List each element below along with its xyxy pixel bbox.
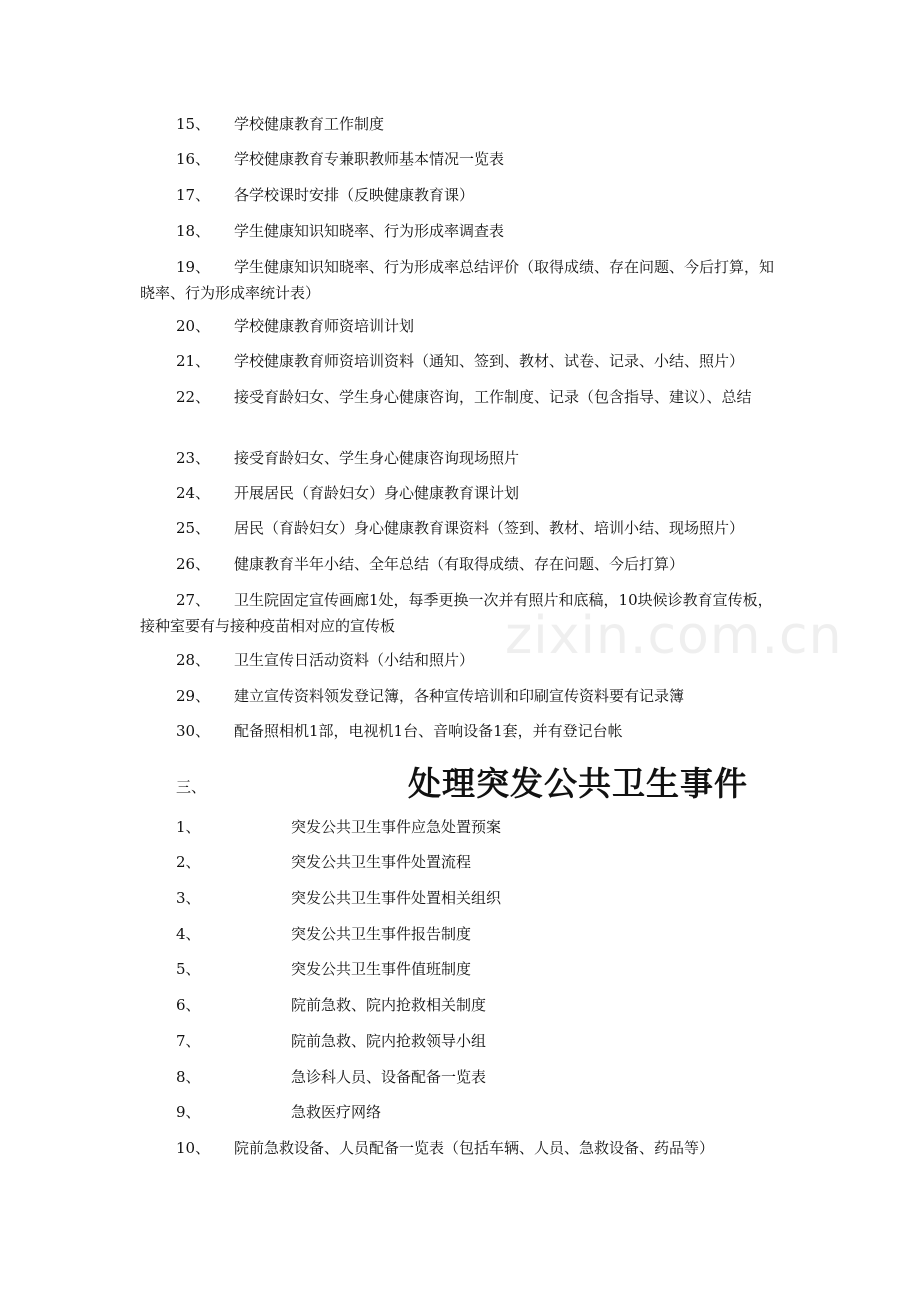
item-number: 21、 (176, 352, 211, 370)
item-number: 17、 (176, 186, 211, 204)
item-text: 院前急救、院内抢救领导小组 (291, 1032, 487, 1050)
item-text: 突发公共卫生事件报告制度 (291, 925, 472, 943)
item-text: 学校健康教育师资培训资料（通知、签到、教材、试卷、记录、小结、照片） (234, 352, 745, 370)
item-number: 4、 (176, 925, 201, 943)
item-text: 开展居民（育龄妇女）身心健康教育课计划 (234, 484, 520, 502)
item-text: 居民（育龄妇女）身心健康教育课资料（签到、教材、培训小结、现场照片） (234, 519, 745, 537)
item-text: 健康教育半年小结、全年总结（有取得成绩、存在问题、今后打算） (234, 555, 685, 573)
item-number: 1、 (176, 818, 201, 836)
item-number: 26、 (176, 555, 211, 573)
item-number: 5、 (176, 960, 201, 978)
item-text: 学校健康教育工作制度 (234, 115, 385, 133)
item-number: 29、 (176, 687, 211, 705)
item-number: 23、 (176, 449, 211, 467)
item-number: 8、 (176, 1068, 201, 1086)
item-number: 18、 (176, 222, 211, 240)
item-number: 19、 (176, 258, 211, 276)
item-text: 学生健康知识知晓率、行为形成率调查表 (234, 222, 505, 240)
item-number: 25、 (176, 519, 211, 537)
item-text: 突发公共卫生事件应急处置预案 (291, 818, 502, 836)
item-number: 2、 (176, 853, 201, 871)
item-text: 卫生院固定宣传画廊1处，每季更换一次并有照片和底稿，10块候诊教育宣传板，接种室要有与接种疫苗相对应的宣传板 (140, 591, 773, 635)
item-number: 24、 (176, 484, 211, 502)
item-text: 配备照相机1部，电视机1台、音响设备1套，并有登记台帐 (234, 722, 623, 740)
item-text: 突发公共卫生事件值班制度 (291, 960, 472, 978)
item-text: 学校健康教育专兼职教师基本情况一览表 (234, 150, 505, 168)
item-number: 3、 (176, 889, 201, 907)
list-item-wrapped (140, 384, 782, 410)
item-text: 各学校课时安排（反映健康教育课） (234, 186, 475, 204)
item-text: 急诊科人员、设备配备一览表 (291, 1068, 487, 1086)
section-number: 三、 (176, 778, 207, 796)
item-text: 接受育龄妇女、学生身心健康咨询现场照片 (234, 449, 520, 467)
item-text: 学生健康知识知晓率、行为形成率总结评价（取得成绩、存在问题、今后打算，知晓率、行为形成率统计表） (140, 258, 775, 302)
item-number: 7、 (176, 1032, 201, 1050)
item-text: 接受育龄妇女、学生身心健康咨询，工作制度、记录（包含指导、建议）、总结 (234, 388, 752, 406)
item-number: 20、 (176, 317, 211, 335)
item-text: 急救医疗网络 (291, 1103, 382, 1121)
item-number: 22、 (176, 388, 211, 406)
item-number: 9、 (176, 1103, 201, 1121)
item-number: 30、 (176, 722, 211, 740)
item-text: 突发公共卫生事件处置相关组织 (291, 889, 502, 907)
item-text: 院前急救设备、人员配备一览表（包括车辆、人员、急救设备、药品等） (234, 1139, 715, 1157)
item-text: 建立宣传资料领发登记簿，各种宣传培训和印刷宣传资料要有记录簿 (234, 687, 685, 705)
item-number: 16、 (176, 150, 211, 168)
item-number: 15、 (176, 115, 211, 133)
item-text: 卫生宣传日活动资料（小结和照片） (234, 651, 475, 669)
item-number: 27、 (176, 591, 211, 609)
item-number: 10、 (176, 1139, 211, 1157)
item-text: 学校健康教育师资培训计划 (234, 317, 415, 335)
item-text: 院前急救、院内抢救相关制度 (291, 996, 487, 1014)
section-title: 处理突发公共卫生事件 (408, 764, 748, 803)
watermark: zixin.com.cn (505, 606, 843, 666)
item-number: 28、 (176, 651, 211, 669)
item-text: 突发公共卫生事件处置流程 (291, 853, 472, 871)
list-item-wrapped (140, 254, 782, 306)
item-number: 6、 (176, 996, 201, 1014)
